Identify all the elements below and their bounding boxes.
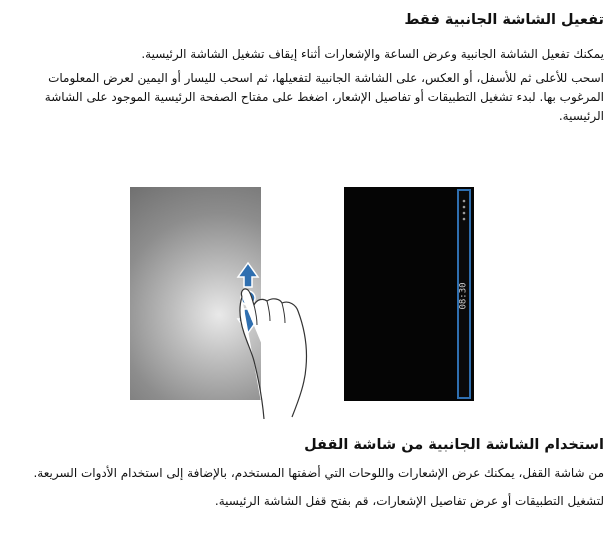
section-title-lock-screen: استخدام الشاشة الجانبية من شاشة القفل [304, 437, 604, 453]
section2-paragraph-1: من شاشة القفل، يمكنك عرض الإشعارات واللوحات التي أضفتها المستخدم، بالإضافة إلى استخدام الأدوات السريعة. [33, 466, 604, 480]
edge-clock [457, 283, 473, 313]
section1-paragraph-2: اسحب للأعلى ثم للأسفل، أو العكس، على الشاشة الجانبية لتفعيلها، ثم اسحب لليسار أو اليمين لعرض المعلومات المرغوب بها. لبدء تشغيل التطبيقات أو تفاصيل الإشعار، اضغط على مفتاح الصفحة الرئيسية الموجود على الشاشة الرئيسية. [44, 71, 604, 123]
hand-icon [240, 289, 307, 419]
section2-paragraph-2: لتشغيل التطبيقات أو عرض تفاصيل الإشعارات، قم بفتح قفل الشاشة الرئيسية. [214, 494, 604, 508]
edge-clock-text: 08:30 [458, 282, 469, 310]
arrow-up-icon [238, 263, 258, 287]
swipe-gesture-illustration [130, 187, 330, 427]
section-title-edge-only: تفعيل الشاشة الجانبية فقط [404, 12, 604, 28]
lock-screen-illustration [344, 187, 474, 401]
section1-paragraph-1: يمكنك تفعيل الشاشة الجانبية وعرض الساعة والإشعارات أثناء إيقاف تشغيل الشاشة الرئيسية. [141, 47, 604, 61]
edge-screen-illustration [130, 187, 480, 427]
notification-indicator-icon [461, 197, 467, 237]
